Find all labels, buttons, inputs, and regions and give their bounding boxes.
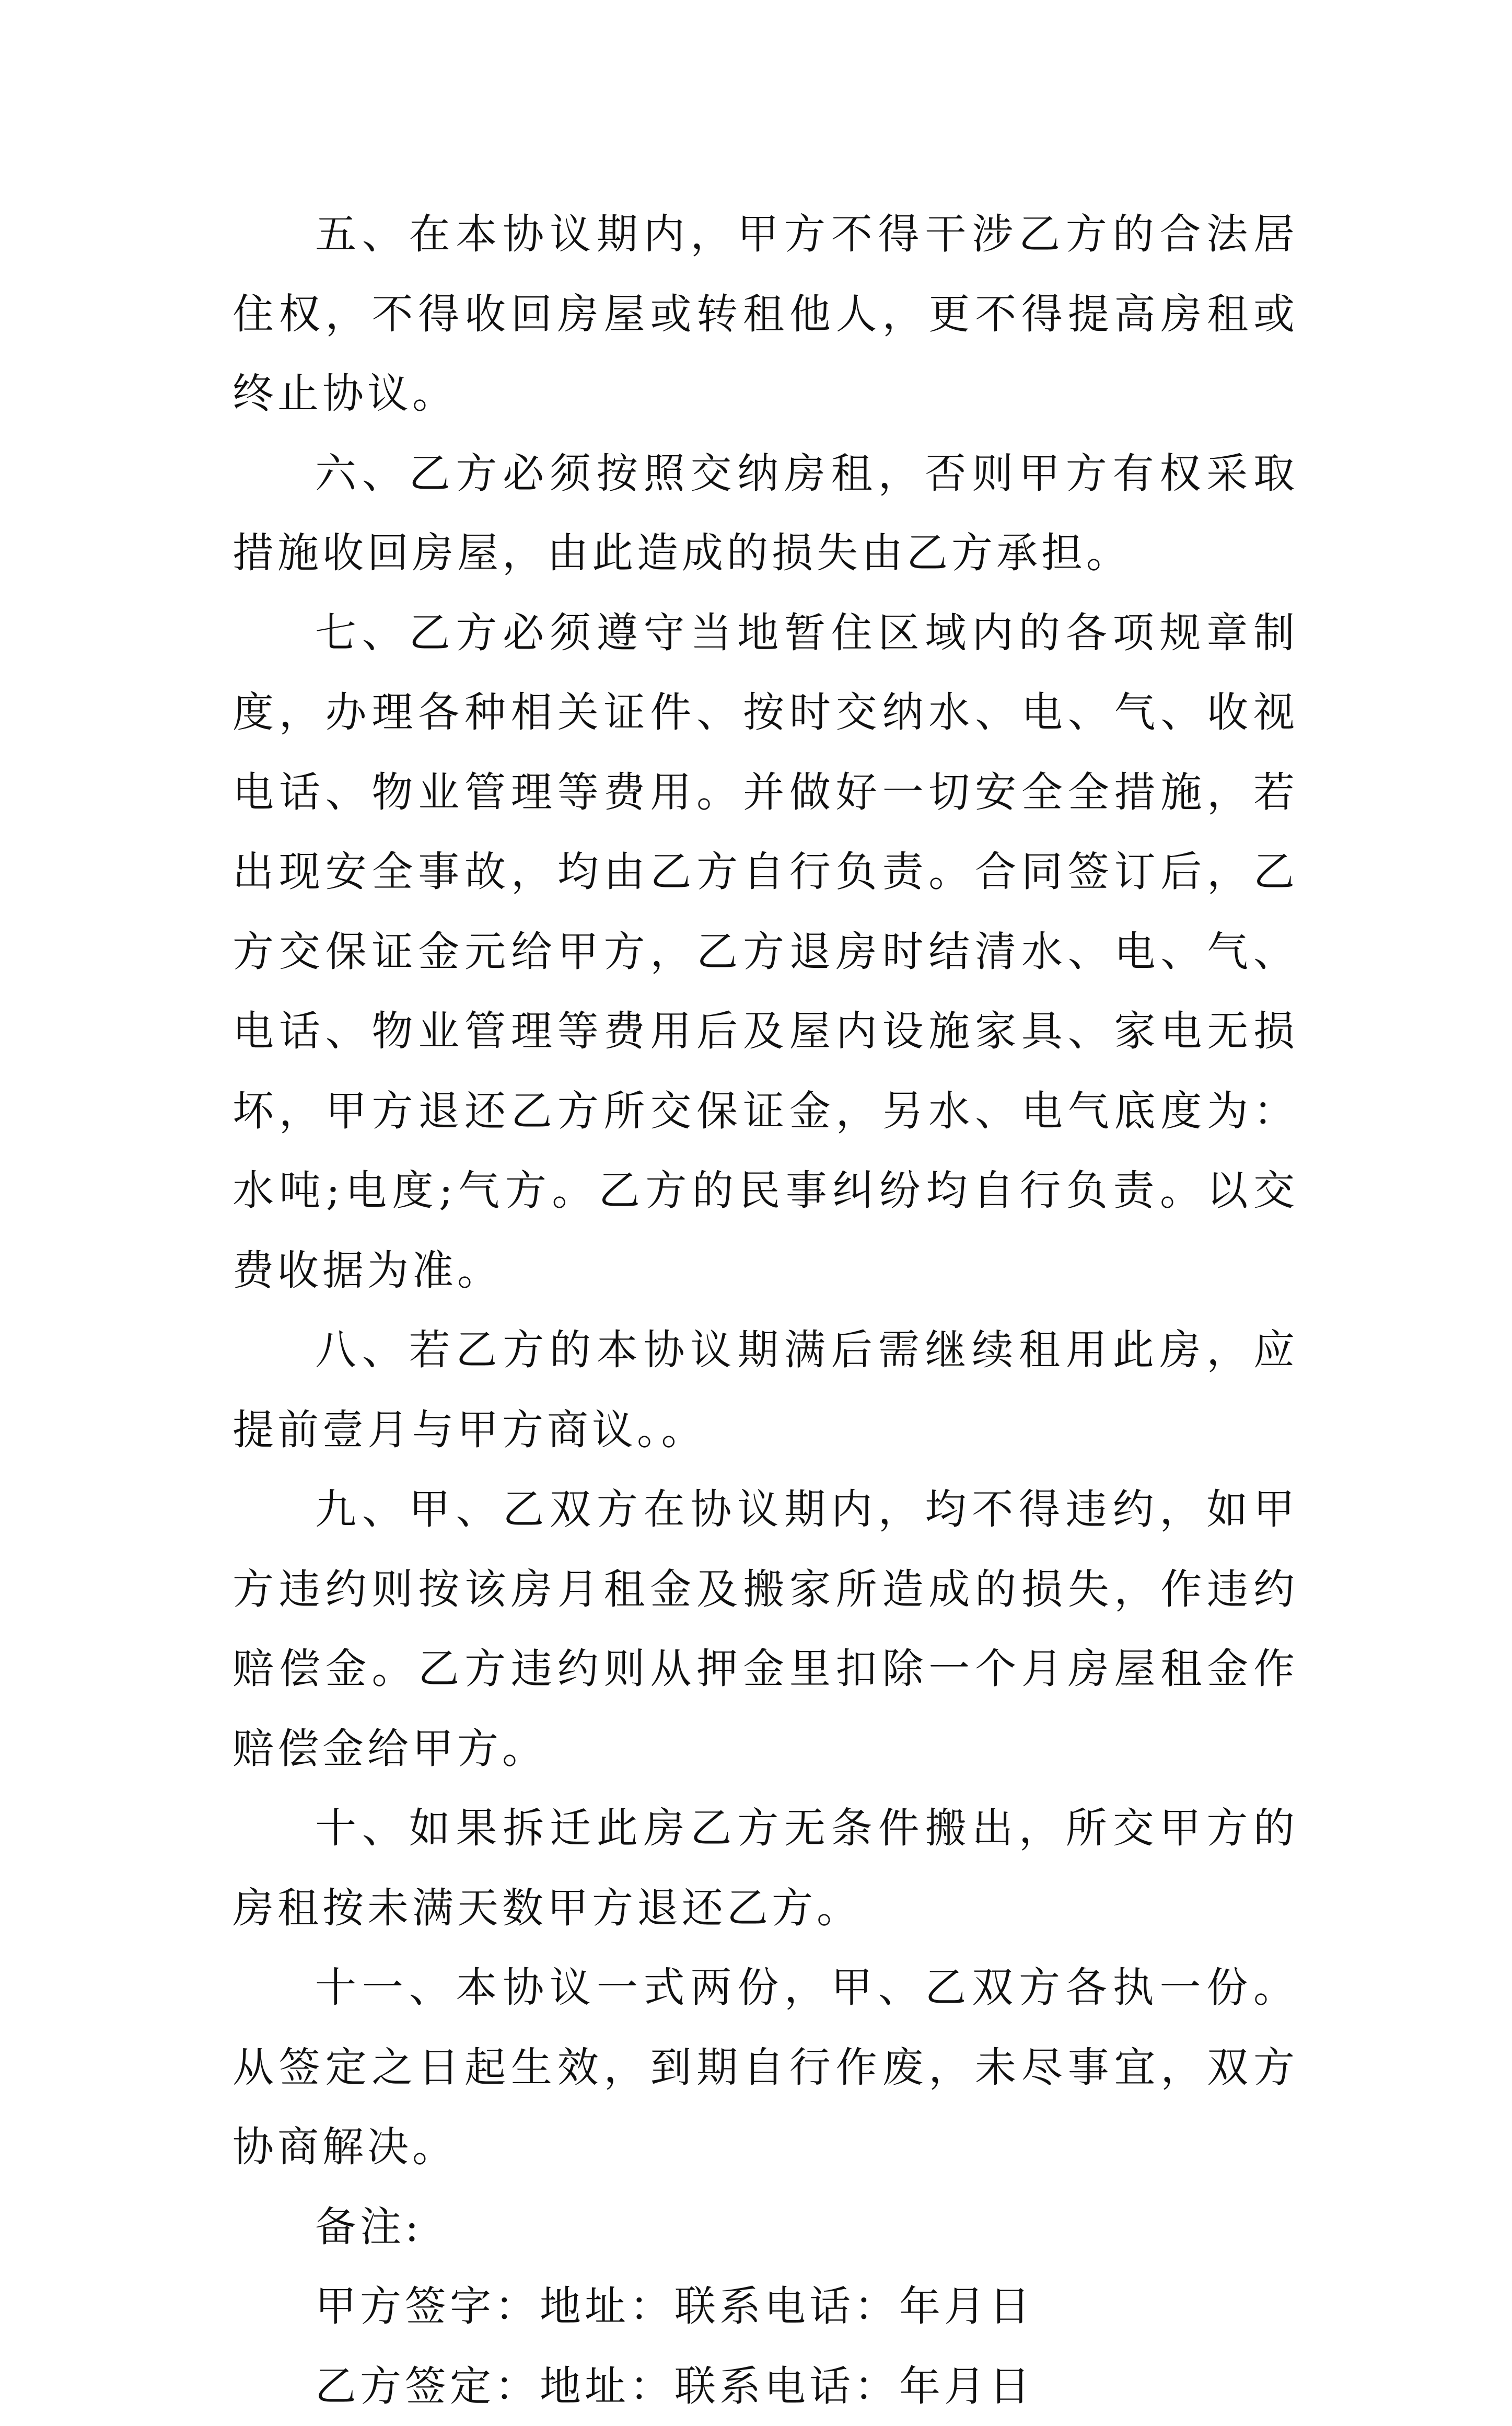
clause-10: 十、如果拆迁此房乙方无条件搬出，所交甲方的房租按未满天数甲方退还乙方。 (232, 1788, 1298, 1948)
clause-7: 七、乙方必须遵守当地暂住区域内的各项规章制度，办理各种相关证件、按时交纳水、电、气、收视电话、物业管理等费用。并做好一切安全全措施，若出现安全事故，均由乙方自行负责。合同签订后，乙方交保证金元给甲方，乙方退房时结清水、电、气、电话、物业管理等费用后及屋内设施家具、家电无损坏，甲方退还乙方所交保证金，另水、电气底度为：水吨;电度;气方。乙方的民事纠纷均自行负责。以交费收据为准。 (232, 593, 1298, 1311)
party-a-signature-line: 甲方签字：地址：联系电话：年月日 (232, 2267, 1298, 2347)
party-b-signature-line: 乙方签定：地址：联系电话：年月日 (232, 2347, 1298, 2426)
clause-5: 五、在本协议期内，甲方不得干涉乙方的合法居住权，不得收回房屋或转租他人，更不得提高房租或终止协议。 (232, 194, 1298, 434)
clause-8: 八、若乙方的本协议期满后需继续租用此房，应提前壹月与甲方商议。。 (232, 1310, 1298, 1470)
remarks-label: 备注: (232, 2187, 1298, 2267)
clause-9: 九、甲、乙双方在协议期内，均不得违约，如甲方违约则按该房月租金及搬家所造成的损失，作违约赔偿金。乙方违约则从押金里扣除一个月房屋租金作赔偿金给甲方。 (232, 1470, 1298, 1788)
clause-6: 六、乙方必须按照交纳房租，否则甲方有权采取措施收回房屋，由此造成的损失由乙方承担。 (232, 434, 1298, 593)
clause-11: 十一、本协议一式两份，甲、乙双方各执一份。从签定之日起生效，到期自行作废，未尽事宜，双方协商解决。 (232, 1948, 1298, 2187)
document-body (232, 194, 1298, 2426)
